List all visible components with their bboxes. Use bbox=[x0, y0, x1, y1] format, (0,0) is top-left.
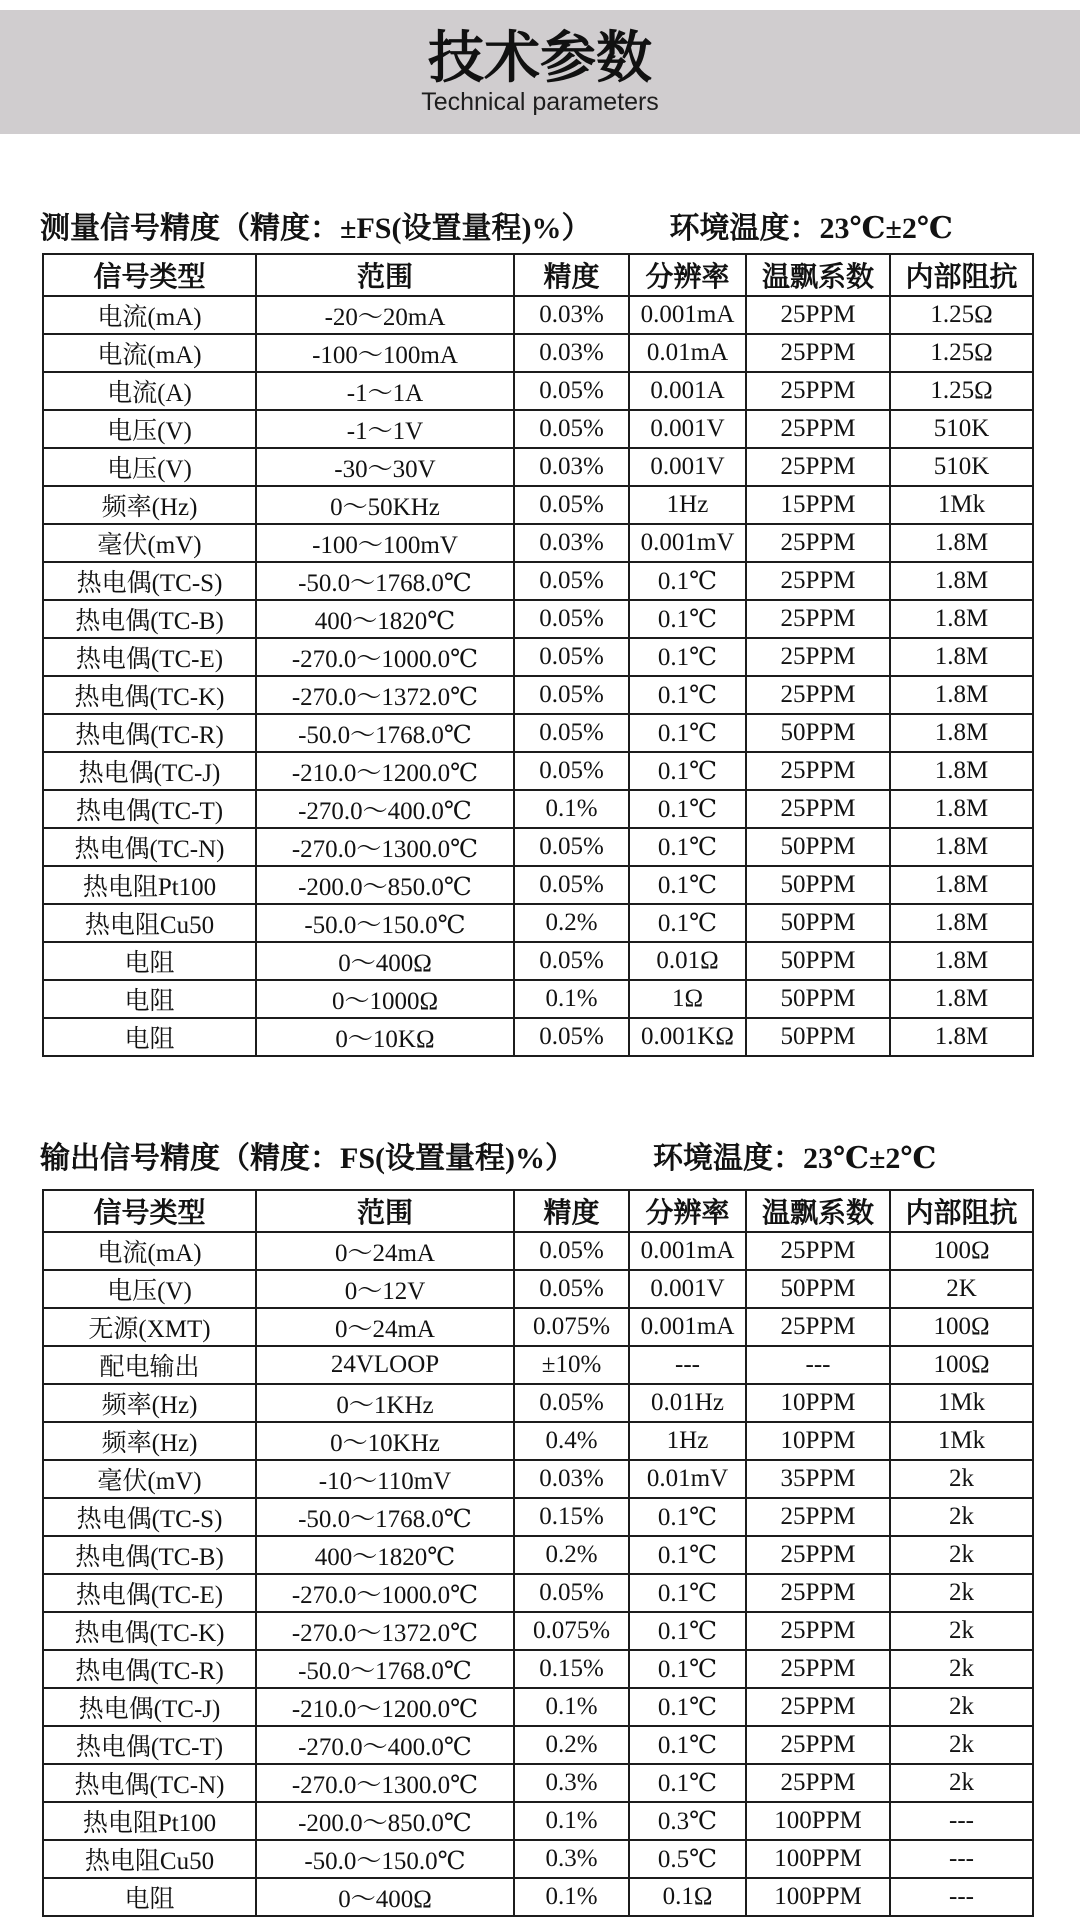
table-cell: 毫伏(mV) bbox=[43, 1460, 256, 1498]
column-header: 分辨率 bbox=[629, 254, 746, 296]
title-banner bbox=[0, 10, 1080, 134]
table-cell: 0.1℃ bbox=[629, 676, 746, 714]
table-cell: 2k bbox=[890, 1574, 1033, 1612]
table-row bbox=[43, 372, 1033, 410]
table-cell: 1.8M bbox=[890, 828, 1033, 866]
table-cell: -50.0～1768.0℃ bbox=[256, 1498, 514, 1536]
table-cell: 2k bbox=[890, 1764, 1033, 1802]
table-cell: 0.05% bbox=[514, 600, 629, 638]
table-cell: -100～100mV bbox=[256, 524, 514, 562]
table-row bbox=[43, 334, 1033, 372]
table-cell: 10PPM bbox=[746, 1422, 890, 1460]
table-cell: -270.0～1300.0℃ bbox=[256, 828, 514, 866]
table-cell: 0.1℃ bbox=[629, 1612, 746, 1650]
table-cell: 0～12V bbox=[256, 1270, 514, 1308]
table-cell: -270.0～1372.0℃ bbox=[256, 676, 514, 714]
table-cell: 热电偶(TC-N) bbox=[43, 828, 256, 866]
table-cell: 0.1% bbox=[514, 1802, 629, 1840]
technical-parameters-page bbox=[0, 10, 1080, 1917]
page-title: 技术参数 bbox=[428, 26, 652, 89]
table-row bbox=[43, 752, 1033, 790]
table-cell: 0.075% bbox=[514, 1308, 629, 1346]
table-cell: 1Mk bbox=[890, 1422, 1033, 1460]
table-cell: 热电阻Pt100 bbox=[43, 1802, 256, 1840]
table-cell: 0.3% bbox=[514, 1840, 629, 1878]
table-cell: 1.25Ω bbox=[890, 296, 1033, 334]
table-cell: 热电偶(TC-T) bbox=[43, 790, 256, 828]
table-cell: 25PPM bbox=[746, 1498, 890, 1536]
table-cell: 配电输出 bbox=[43, 1346, 256, 1384]
column-header: 范围 bbox=[256, 254, 514, 296]
table-cell: -200.0～850.0℃ bbox=[256, 866, 514, 904]
table-row bbox=[43, 562, 1033, 600]
table-cell: 热电偶(TC-S) bbox=[43, 1498, 256, 1536]
table-cell: 1.8M bbox=[890, 866, 1033, 904]
table-cell: 1.8M bbox=[890, 600, 1033, 638]
table-cell: 1.8M bbox=[890, 790, 1033, 828]
table-cell: 1.25Ω bbox=[890, 334, 1033, 372]
table-cell: 50PPM bbox=[746, 828, 890, 866]
table-cell: -270.0～1000.0℃ bbox=[256, 1574, 514, 1612]
output-accuracy-section bbox=[40, 1143, 1040, 1917]
table-cell: 热电偶(TC-J) bbox=[43, 752, 256, 790]
table-cell: 电压(V) bbox=[43, 1270, 256, 1308]
table-cell: 0.3℃ bbox=[629, 1802, 746, 1840]
table-cell: 25PPM bbox=[746, 334, 890, 372]
table-row bbox=[43, 1308, 1033, 1346]
table-cell: -200.0～850.0℃ bbox=[256, 1802, 514, 1840]
table-cell: 电压(V) bbox=[43, 410, 256, 448]
table-cell: 电流(mA) bbox=[43, 296, 256, 334]
table-cell: 25PPM bbox=[746, 524, 890, 562]
table-cell: 电流(mA) bbox=[43, 334, 256, 372]
table-cell: 25PPM bbox=[746, 752, 890, 790]
table-cell: 25PPM bbox=[746, 562, 890, 600]
table-cell: 0.1℃ bbox=[629, 600, 746, 638]
table-cell: 50PPM bbox=[746, 714, 890, 752]
column-header: 精度 bbox=[514, 254, 629, 296]
table-cell: 1.25Ω bbox=[890, 372, 1033, 410]
table-cell: 电压(V) bbox=[43, 448, 256, 486]
table-cell: 0.3% bbox=[514, 1764, 629, 1802]
table-cell: 0.1℃ bbox=[629, 714, 746, 752]
table-cell: 0.001mA bbox=[629, 1308, 746, 1346]
table-cell: 25PPM bbox=[746, 638, 890, 676]
measurement-section-title: 测量信号精度（精度：±FS(设置量程)%） bbox=[40, 212, 592, 245]
table-row bbox=[43, 714, 1033, 752]
table-row bbox=[43, 1346, 1033, 1384]
table-cell: 0.2% bbox=[514, 904, 629, 942]
table-cell: 25PPM bbox=[746, 1726, 890, 1764]
table-cell: 2k bbox=[890, 1498, 1033, 1536]
table-row bbox=[43, 1878, 1033, 1916]
table-cell: 25PPM bbox=[746, 1612, 890, 1650]
table-cell: 0.001mA bbox=[629, 296, 746, 334]
table-cell: 0.2% bbox=[514, 1726, 629, 1764]
table-cell: -50.0～1768.0℃ bbox=[256, 714, 514, 752]
table-cell: 热电偶(TC-R) bbox=[43, 1650, 256, 1688]
table-row bbox=[43, 1384, 1033, 1422]
table-cell: 25PPM bbox=[746, 410, 890, 448]
table-cell: 50PPM bbox=[746, 980, 890, 1018]
table-row bbox=[43, 296, 1033, 334]
table-cell: 0.1℃ bbox=[629, 828, 746, 866]
table-cell: 0.1Ω bbox=[629, 1878, 746, 1916]
table-row bbox=[43, 486, 1033, 524]
table-cell: 25PPM bbox=[746, 790, 890, 828]
table-cell: 0～1KHz bbox=[256, 1384, 514, 1422]
table-cell: 频率(Hz) bbox=[43, 1422, 256, 1460]
table-cell: -210.0～1200.0℃ bbox=[256, 752, 514, 790]
table-cell: 热电偶(TC-B) bbox=[43, 600, 256, 638]
table-cell: 50PPM bbox=[746, 1018, 890, 1056]
table-row bbox=[43, 1422, 1033, 1460]
table-cell: 热电阻Pt100 bbox=[43, 866, 256, 904]
table-cell: 0.1℃ bbox=[629, 752, 746, 790]
table-cell: 0.075% bbox=[514, 1612, 629, 1650]
table-cell: 510K bbox=[890, 410, 1033, 448]
table-cell: 2k bbox=[890, 1688, 1033, 1726]
table-cell: 0.1% bbox=[514, 1688, 629, 1726]
table-cell: 100PPM bbox=[746, 1878, 890, 1916]
table-cell: 热电偶(TC-K) bbox=[43, 676, 256, 714]
table-cell: --- bbox=[890, 1802, 1033, 1840]
table-row bbox=[43, 448, 1033, 486]
table-cell: 0.1℃ bbox=[629, 866, 746, 904]
table-cell: 0.05% bbox=[514, 1384, 629, 1422]
table-cell: 15PPM bbox=[746, 486, 890, 524]
table-cell: 0.1℃ bbox=[629, 1574, 746, 1612]
table-cell: 0.15% bbox=[514, 1650, 629, 1688]
table-cell: 1.8M bbox=[890, 980, 1033, 1018]
table-header-row bbox=[43, 254, 1033, 296]
table-row bbox=[43, 1460, 1033, 1498]
table-cell: --- bbox=[629, 1346, 746, 1384]
table-cell: 0～10KHz bbox=[256, 1422, 514, 1460]
table-cell: 0.05% bbox=[514, 752, 629, 790]
table-row bbox=[43, 790, 1033, 828]
output-section-heading bbox=[40, 1143, 1040, 1175]
table-row bbox=[43, 1688, 1033, 1726]
column-header: 范围 bbox=[256, 1190, 514, 1232]
table-cell: 0.05% bbox=[514, 714, 629, 752]
table-cell: 热电偶(TC-E) bbox=[43, 638, 256, 676]
table-cell: 100Ω bbox=[890, 1232, 1033, 1270]
table-cell: 0.4% bbox=[514, 1422, 629, 1460]
table-cell: ±10% bbox=[514, 1346, 629, 1384]
table-cell: 无源(XMT) bbox=[43, 1308, 256, 1346]
table-cell: -270.0～400.0℃ bbox=[256, 790, 514, 828]
table-cell: -100～100mA bbox=[256, 334, 514, 372]
table-cell: 0.1% bbox=[514, 980, 629, 1018]
table-cell: 100Ω bbox=[890, 1308, 1033, 1346]
measurement-accuracy-section bbox=[40, 213, 1040, 1057]
table-cell: 25PPM bbox=[746, 1574, 890, 1612]
table-cell: -10～110mV bbox=[256, 1460, 514, 1498]
table-cell: --- bbox=[890, 1878, 1033, 1916]
table-cell: 电阻 bbox=[43, 1878, 256, 1916]
column-header: 分辨率 bbox=[629, 1190, 746, 1232]
table-cell: 1Ω bbox=[629, 980, 746, 1018]
table-cell: 0.03% bbox=[514, 448, 629, 486]
table-row bbox=[43, 866, 1033, 904]
table-row bbox=[43, 524, 1033, 562]
table-header-row bbox=[43, 1190, 1033, 1232]
column-header: 温飘系数 bbox=[746, 254, 890, 296]
table-cell: 热电偶(TC-E) bbox=[43, 1574, 256, 1612]
table-row bbox=[43, 1574, 1033, 1612]
table-cell: 0.01Ω bbox=[629, 942, 746, 980]
table-cell: 热电偶(TC-S) bbox=[43, 562, 256, 600]
table-row bbox=[43, 638, 1033, 676]
page-subtitle: Technical parameters bbox=[421, 88, 659, 116]
table-cell: 0.1% bbox=[514, 790, 629, 828]
table-cell: 0.03% bbox=[514, 334, 629, 372]
table-cell: 0.1℃ bbox=[629, 1650, 746, 1688]
table-cell: 频率(Hz) bbox=[43, 486, 256, 524]
table-cell: -270.0～1372.0℃ bbox=[256, 1612, 514, 1650]
table-cell: 1.8M bbox=[890, 638, 1033, 676]
table-cell: 0.01Hz bbox=[629, 1384, 746, 1422]
table-cell: 0～24mA bbox=[256, 1232, 514, 1270]
table-cell: 毫伏(mV) bbox=[43, 524, 256, 562]
table-cell: 0.01mA bbox=[629, 334, 746, 372]
table-cell: 0.05% bbox=[514, 1018, 629, 1056]
table-cell: 频率(Hz) bbox=[43, 1384, 256, 1422]
table-row bbox=[43, 828, 1033, 866]
table-cell: 25PPM bbox=[746, 1232, 890, 1270]
table-cell: 0～400Ω bbox=[256, 1878, 514, 1916]
table-cell: -270.0～400.0℃ bbox=[256, 1726, 514, 1764]
table-cell: 0.1℃ bbox=[629, 904, 746, 942]
table-cell: 24VLOOP bbox=[256, 1346, 514, 1384]
table-cell: 0～400Ω bbox=[256, 942, 514, 980]
table-cell: 0.1℃ bbox=[629, 1536, 746, 1574]
table-row bbox=[43, 904, 1033, 942]
table-cell: 0.1℃ bbox=[629, 1688, 746, 1726]
table-row bbox=[43, 1270, 1033, 1308]
table-cell: 25PPM bbox=[746, 1308, 890, 1346]
table-cell: 1.8M bbox=[890, 676, 1033, 714]
column-header: 精度 bbox=[514, 1190, 629, 1232]
table-cell: 0.05% bbox=[514, 410, 629, 448]
table-cell: -50.0～1768.0℃ bbox=[256, 1650, 514, 1688]
table-cell: 510K bbox=[890, 448, 1033, 486]
table-cell: 0.03% bbox=[514, 1460, 629, 1498]
table-cell: -270.0～1000.0℃ bbox=[256, 638, 514, 676]
table-cell: 25PPM bbox=[746, 448, 890, 486]
table-cell: 1.8M bbox=[890, 904, 1033, 942]
table-cell: 0～50KHz bbox=[256, 486, 514, 524]
table-cell: 0.1% bbox=[514, 1878, 629, 1916]
table-cell: 2k bbox=[890, 1536, 1033, 1574]
table-cell: 0.05% bbox=[514, 372, 629, 410]
table-cell: 热电偶(TC-B) bbox=[43, 1536, 256, 1574]
table-cell: -270.0～1300.0℃ bbox=[256, 1764, 514, 1802]
table-cell: 0～10KΩ bbox=[256, 1018, 514, 1056]
table-row bbox=[43, 1536, 1033, 1574]
measurement-section-heading bbox=[40, 213, 1040, 245]
table-cell: 1.8M bbox=[890, 752, 1033, 790]
table-cell: 0.001V bbox=[629, 1270, 746, 1308]
table-cell: 热电偶(TC-J) bbox=[43, 1688, 256, 1726]
table-cell: 1Hz bbox=[629, 1422, 746, 1460]
table-cell: 0.1℃ bbox=[629, 1726, 746, 1764]
table-cell: 0.001V bbox=[629, 448, 746, 486]
column-header: 信号类型 bbox=[43, 254, 256, 296]
table-cell: 1Hz bbox=[629, 486, 746, 524]
table-cell: 1.8M bbox=[890, 1018, 1033, 1056]
table-cell: 热电偶(TC-T) bbox=[43, 1726, 256, 1764]
table-cell: -20～20mA bbox=[256, 296, 514, 334]
table-cell: 10PPM bbox=[746, 1384, 890, 1422]
table-cell: 50PPM bbox=[746, 904, 890, 942]
output-section-title: 输出信号精度（精度：FS(设置量程)%） bbox=[40, 1142, 575, 1175]
table-cell: 50PPM bbox=[746, 1270, 890, 1308]
table-row bbox=[43, 942, 1033, 980]
column-header: 信号类型 bbox=[43, 1190, 256, 1232]
measurement-ambient-temperature: 环境温度：23℃±2℃ bbox=[669, 212, 953, 245]
table-cell: 热电阻Cu50 bbox=[43, 1840, 256, 1878]
table-cell: 0.15% bbox=[514, 1498, 629, 1536]
table-cell: 2k bbox=[890, 1650, 1033, 1688]
table-cell: 0.05% bbox=[514, 828, 629, 866]
table-cell: -1～1V bbox=[256, 410, 514, 448]
table-cell: -50.0～1768.0℃ bbox=[256, 562, 514, 600]
table-cell: 35PPM bbox=[746, 1460, 890, 1498]
table-cell: 热电阻Cu50 bbox=[43, 904, 256, 942]
table-cell: 电流(A) bbox=[43, 372, 256, 410]
table-cell: 电阻 bbox=[43, 980, 256, 1018]
table-cell: 0.05% bbox=[514, 562, 629, 600]
table-cell: 0～1000Ω bbox=[256, 980, 514, 1018]
table-cell: 0.1℃ bbox=[629, 1498, 746, 1536]
table-cell: 0.001A bbox=[629, 372, 746, 410]
table-cell: 25PPM bbox=[746, 600, 890, 638]
table-row bbox=[43, 1018, 1033, 1056]
table-cell: 0.001mV bbox=[629, 524, 746, 562]
table-cell: 热电偶(TC-R) bbox=[43, 714, 256, 752]
table-cell: -50.0～150.0℃ bbox=[256, 904, 514, 942]
table-cell: 0.2% bbox=[514, 1536, 629, 1574]
table-row bbox=[43, 600, 1033, 638]
table-cell: 400～1820℃ bbox=[256, 600, 514, 638]
table-cell: -210.0～1200.0℃ bbox=[256, 1688, 514, 1726]
table-cell: 0.05% bbox=[514, 1270, 629, 1308]
table-cell: 0.03% bbox=[514, 524, 629, 562]
table-cell: -50.0～150.0℃ bbox=[256, 1840, 514, 1878]
table-cell: 热电偶(TC-N) bbox=[43, 1764, 256, 1802]
table-cell: 0.05% bbox=[514, 638, 629, 676]
table-row bbox=[43, 1726, 1033, 1764]
table-cell: 1.8M bbox=[890, 714, 1033, 752]
table-cell: 0.5℃ bbox=[629, 1840, 746, 1878]
table-cell: 25PPM bbox=[746, 372, 890, 410]
table-cell: 2K bbox=[890, 1270, 1033, 1308]
table-row bbox=[43, 1612, 1033, 1650]
table-cell: 0.001V bbox=[629, 410, 746, 448]
table-row bbox=[43, 980, 1033, 1018]
table-cell: 0.1℃ bbox=[629, 638, 746, 676]
column-header: 内部阻抗 bbox=[890, 254, 1033, 296]
table-cell: 0.05% bbox=[514, 1574, 629, 1612]
table-cell: 0.1℃ bbox=[629, 562, 746, 600]
table-cell: 0～24mA bbox=[256, 1308, 514, 1346]
table-row bbox=[43, 1650, 1033, 1688]
table-cell: 25PPM bbox=[746, 1688, 890, 1726]
table-row bbox=[43, 1802, 1033, 1840]
table-row bbox=[43, 1840, 1033, 1878]
table-cell: 电阻 bbox=[43, 942, 256, 980]
table-cell: 25PPM bbox=[746, 676, 890, 714]
table-row bbox=[43, 1232, 1033, 1270]
table-cell: -1～1A bbox=[256, 372, 514, 410]
table-cell: 0.05% bbox=[514, 486, 629, 524]
table-cell: 25PPM bbox=[746, 296, 890, 334]
table-row bbox=[43, 1764, 1033, 1802]
table-cell: 0.05% bbox=[514, 676, 629, 714]
table-cell: 2k bbox=[890, 1612, 1033, 1650]
table-cell: 25PPM bbox=[746, 1764, 890, 1802]
table-cell: --- bbox=[890, 1840, 1033, 1878]
table-row bbox=[43, 676, 1033, 714]
table-cell: 1Mk bbox=[890, 486, 1033, 524]
table-cell: 电阻 bbox=[43, 1018, 256, 1056]
output-accuracy-table bbox=[42, 1189, 1034, 1917]
table-cell: --- bbox=[746, 1346, 890, 1384]
column-header: 温飘系数 bbox=[746, 1190, 890, 1232]
measurement-accuracy-table bbox=[42, 253, 1034, 1057]
table-cell: 1Mk bbox=[890, 1384, 1033, 1422]
table-cell: 2k bbox=[890, 1726, 1033, 1764]
table-cell: 25PPM bbox=[746, 1536, 890, 1574]
table-cell: 100PPM bbox=[746, 1840, 890, 1878]
table-cell: 50PPM bbox=[746, 942, 890, 980]
column-header: 内部阻抗 bbox=[890, 1190, 1033, 1232]
table-cell: 1.8M bbox=[890, 942, 1033, 980]
table-cell: 50PPM bbox=[746, 866, 890, 904]
table-cell: 0.1℃ bbox=[629, 790, 746, 828]
table-row bbox=[43, 410, 1033, 448]
table-row bbox=[43, 1498, 1033, 1536]
table-cell: -30～30V bbox=[256, 448, 514, 486]
table-cell: 0.05% bbox=[514, 866, 629, 904]
table-cell: 100Ω bbox=[890, 1346, 1033, 1384]
table-cell: 0.1℃ bbox=[629, 1764, 746, 1802]
table-cell: 400～1820℃ bbox=[256, 1536, 514, 1574]
table-cell: 1.8M bbox=[890, 524, 1033, 562]
table-cell: 2k bbox=[890, 1460, 1033, 1498]
table-cell: 0.001KΩ bbox=[629, 1018, 746, 1056]
table-cell: 电流(mA) bbox=[43, 1232, 256, 1270]
table-cell: 0.03% bbox=[514, 296, 629, 334]
table-cell: 0.001mA bbox=[629, 1232, 746, 1270]
table-cell: 0.05% bbox=[514, 1232, 629, 1270]
table-cell: 100PPM bbox=[746, 1802, 890, 1840]
table-cell: 1.8M bbox=[890, 562, 1033, 600]
table-cell: 0.05% bbox=[514, 942, 629, 980]
output-ambient-temperature: 环境温度：23℃±2℃ bbox=[653, 1142, 937, 1175]
table-cell: 25PPM bbox=[746, 1650, 890, 1688]
table-cell: 热电偶(TC-K) bbox=[43, 1612, 256, 1650]
table-cell: 0.01mV bbox=[629, 1460, 746, 1498]
